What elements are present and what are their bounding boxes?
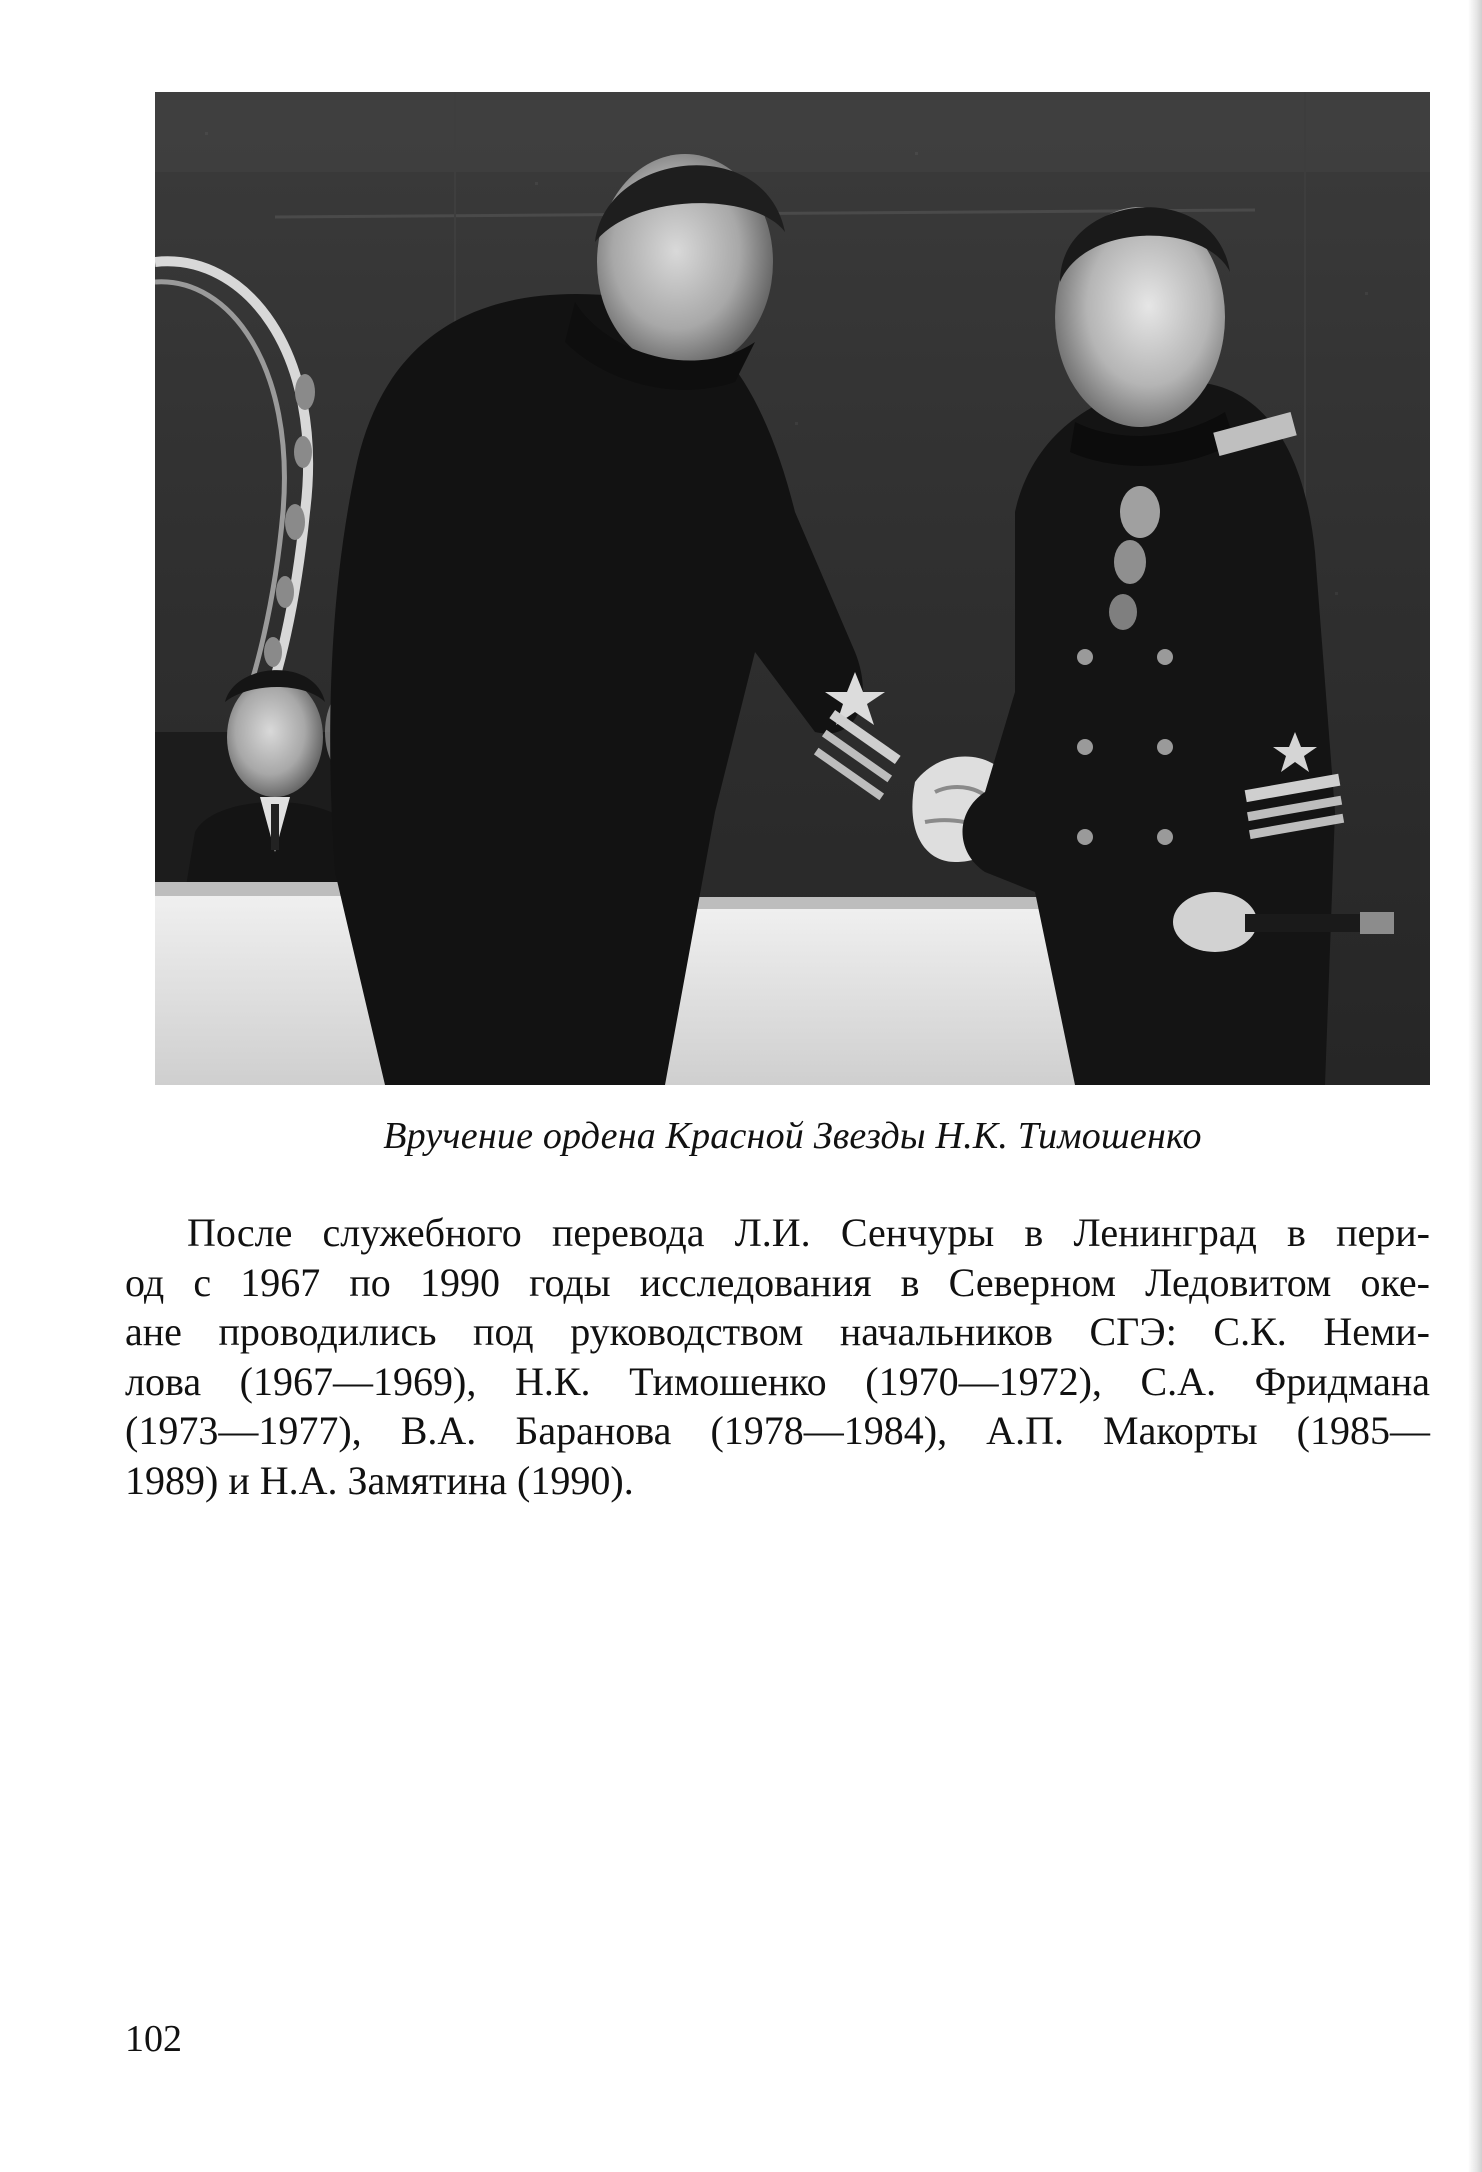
right-officer-hand [1173, 892, 1257, 952]
paragraph-line: 1989) и Н.А. Замятина (1990). [125, 1457, 634, 1503]
photo-caption: Вручение ордена Красной Звезды Н.К. Тимошенко [383, 1115, 1202, 1157]
page-number: 102 [125, 2018, 182, 2060]
paragraph-line: од с 1967 по 1990 годы исследования в Северном Ледовитом оке- [125, 1259, 1430, 1305]
paragraph-line: (1973—1977), В.А. Баранова (1978—1984), А.П. Макорты (1985— [125, 1408, 1430, 1453]
seated-man-tie [271, 804, 279, 850]
photograph-drawing [155, 92, 1430, 1085]
seated-man-face [227, 677, 323, 797]
paragraph-line: После служебного перевода Л.И. Сенчуры в Ленинград в пери- [187, 1210, 1430, 1255]
wall-upper-band [155, 92, 1430, 172]
body-paragraph [125, 1208, 1430, 1505]
photograph [155, 92, 1430, 1085]
table-center [625, 905, 1095, 1085]
paragraph-line: ане проводились под руководством начальников СГЭ: С.К. Неми- [125, 1309, 1430, 1354]
paragraph-line: лова (1967—1969), Н.К. Тимошенко (1970—1972), С.А. Фридмана [125, 1358, 1430, 1404]
page-edge-shadow [1468, 0, 1482, 2172]
award-case-end [1360, 912, 1394, 934]
